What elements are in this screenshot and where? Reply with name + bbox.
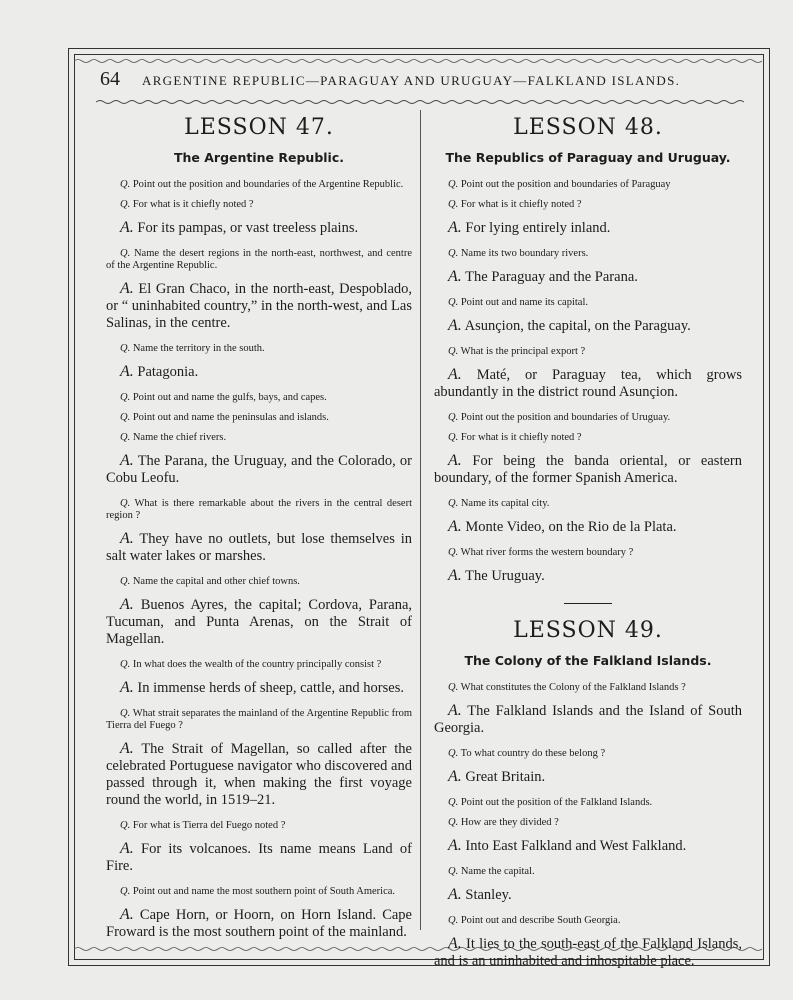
answer <box>434 935 742 970</box>
answer <box>434 768 742 786</box>
question <box>106 392 412 404</box>
question <box>434 199 742 211</box>
lesson-subtitle: The Republics of Paraguay and Uruguay. <box>445 150 731 165</box>
question-text: What constitutes the Colony of the Falkland Islands ? <box>460 682 686 693</box>
question-text: For what is it chiefly noted ? <box>460 432 582 443</box>
qa-list <box>434 682 742 970</box>
answer <box>106 740 412 809</box>
question <box>434 915 742 927</box>
question-text: What is the principal export ? <box>460 346 586 357</box>
question-text: Point out and name the peninsulas and islands. <box>132 412 329 423</box>
question-text: For what is it chiefly noted ? <box>460 199 582 210</box>
answer-marker: A. <box>120 280 134 297</box>
answer-text: For its pampas, or vast treeless plains. <box>137 220 359 236</box>
section-rule <box>564 603 612 604</box>
question-marker: Q. <box>120 248 131 259</box>
question <box>434 547 742 559</box>
question-marker: Q. <box>120 199 131 210</box>
lesson-title: LESSON 47. <box>184 115 334 140</box>
question-text: Point out and name its capital. <box>460 297 588 308</box>
answer-text: Maté, or Paraguay tea, which grows abundantly in the district round Asunçion. <box>434 367 743 400</box>
answer-marker: A. <box>120 906 134 923</box>
lesson-48 <box>434 115 742 585</box>
answer-marker: A. <box>448 837 462 854</box>
question-marker: Q. <box>448 297 459 308</box>
answer-text: The Parana, the Uruguay, and the Colorado, or Cobu Leofu. <box>106 453 412 486</box>
question-text: What is there remarkable about the rivers in the central desert region ? <box>106 498 412 521</box>
question <box>106 248 412 272</box>
question-marker: Q. <box>448 797 459 808</box>
answer-text: Stanley. <box>465 887 512 903</box>
question-marker: Q. <box>448 346 459 357</box>
answer <box>434 317 742 335</box>
answer-text: For lying entirely inland. <box>465 220 611 236</box>
question-text: Name the chief rivers. <box>132 432 227 443</box>
answer-marker: A. <box>448 317 462 334</box>
answer-text: They have no outlets, but lose themselves in salt water lakes or marshes. <box>106 531 412 564</box>
answer-text: In immense herds of sheep, cattle, and horses. <box>137 680 404 696</box>
answer-text: El Gran Chaco, in the north-east, Despoblado, or “ uninhabited country,” in the north-west, and Las Salinas, in the centre. <box>106 281 413 331</box>
answer <box>434 886 742 904</box>
answer-marker: A. <box>120 840 134 857</box>
header-ornament <box>96 97 744 107</box>
answer-marker: A. <box>448 366 462 383</box>
question-marker: Q. <box>120 820 131 831</box>
lesson-subtitle: The Colony of the Falkland Islands. <box>464 653 712 668</box>
top-ornament <box>74 56 762 66</box>
question-marker: Q. <box>448 498 459 509</box>
answer <box>434 837 742 855</box>
question-text: Name its two boundary rivers. <box>460 248 589 259</box>
question <box>106 432 412 444</box>
answer-text: Patagonia. <box>137 364 199 380</box>
answer-marker: A. <box>120 530 134 547</box>
answer-marker: A. <box>120 679 134 696</box>
question <box>434 797 742 809</box>
question-text: What river forms the western boundary ? <box>460 547 634 558</box>
question <box>106 498 412 522</box>
answer <box>434 518 742 536</box>
answer-text: The Paraguay and the Parana. <box>465 269 638 285</box>
answer <box>434 702 742 737</box>
question <box>106 179 412 191</box>
question-marker: Q. <box>120 432 131 443</box>
question <box>106 576 412 588</box>
question <box>434 817 742 829</box>
question <box>106 412 412 424</box>
question-marker: Q. <box>120 179 131 190</box>
question <box>434 498 742 510</box>
answer <box>434 268 742 286</box>
question-marker: Q. <box>448 199 459 210</box>
question-text: To what country do these belong ? <box>460 748 606 759</box>
answer-text: The Strait of Magellan, so called after the celebrated Portuguese navigator who discovered and passed through it, when making the first voyage round the world, in 1519–21. <box>106 741 412 808</box>
question-marker: Q. <box>448 248 459 259</box>
answer-text: Buenos Ayres, the capital; Cordova, Parana, Tucuman, and Punta Arenas, on the Strait of Magellan. <box>106 597 412 647</box>
question-text: For what is it chiefly noted ? <box>132 199 254 210</box>
page-header <box>74 68 762 98</box>
question <box>434 682 742 694</box>
question-text: Point out and name the most southern point of South America. <box>132 886 396 897</box>
question <box>106 886 412 898</box>
question-text: In what does the wealth of the country principally consist ? <box>132 659 382 670</box>
lesson-49 <box>434 618 742 970</box>
question-text: Point out the position and boundaries of Paraguay <box>460 179 671 190</box>
question-marker: Q. <box>120 343 131 354</box>
question-text: Point out the position and boundaries of the Argentine Republic. <box>132 179 404 190</box>
answer <box>106 219 412 237</box>
column-divider <box>420 110 421 930</box>
answer-text: Asunçion, the capital, on the Paraguay. <box>464 318 691 334</box>
question <box>434 346 742 358</box>
question <box>106 199 412 211</box>
right-column <box>434 115 742 981</box>
answer <box>434 452 742 487</box>
answer-text: Great Britain. <box>465 769 546 785</box>
answer-marker: A. <box>448 886 462 903</box>
answer <box>106 363 412 381</box>
question <box>106 708 412 732</box>
answer-text: For being the banda oriental, or eastern boundary, of the former Spanish America. <box>434 453 742 486</box>
answer-text: The Uruguay. <box>465 568 545 584</box>
answer-text: It lies to the south-east of the Falkland Islands, and is an uninhabited and inhospitable place. <box>434 936 742 969</box>
running-title: ARGENTINE REPUBLIC—PARAGUAY AND URUGUAY—FALKLAND ISLANDS. <box>142 73 681 88</box>
answer <box>106 530 412 565</box>
question-text: Point out the position and boundaries of Uruguay. <box>460 412 671 423</box>
lesson-subtitle: The Argentine Republic. <box>173 150 345 165</box>
question-text: Name the desert regions in the north-east, northwest, and centre of the Argentine Republic. <box>106 248 413 271</box>
question <box>434 432 742 444</box>
question-marker: Q. <box>120 659 131 670</box>
question-marker: Q. <box>120 576 131 587</box>
lesson-47 <box>106 115 412 941</box>
answer-marker: A. <box>448 768 462 785</box>
answer-marker: A. <box>120 596 134 613</box>
answer-text: Monte Video, on the Rio de la Plata. <box>465 519 677 535</box>
answer <box>434 366 742 401</box>
question-text: Point out the position of the Falkland Islands. <box>460 797 653 808</box>
answer-marker: A. <box>120 452 134 469</box>
question-marker: Q. <box>448 682 459 693</box>
question-marker: Q. <box>448 748 459 759</box>
question-text: For what is Tierra del Fuego noted ? <box>132 820 286 831</box>
answer <box>106 679 412 697</box>
header-ornament-line <box>96 101 744 104</box>
qa-list <box>106 179 412 941</box>
question <box>434 412 742 424</box>
question-text: Name the territory in the south. <box>132 343 265 354</box>
answer-marker: A. <box>448 219 462 236</box>
question-marker: Q. <box>448 432 459 443</box>
page-number: 64 <box>100 68 120 90</box>
answer <box>434 219 742 237</box>
answer-marker: A. <box>448 567 462 584</box>
question-text: Point out and describe South Georgia. <box>460 915 621 926</box>
answer <box>106 452 412 487</box>
answer-text: The Falkland Islands and the Island of South Georgia. <box>434 703 742 736</box>
question-text: Name the capital. <box>460 866 535 877</box>
answer <box>106 906 412 941</box>
question <box>106 820 412 832</box>
answer-marker: A. <box>448 702 462 719</box>
answer <box>106 596 412 648</box>
answer-text: Cape Horn, or Hoorn, on Horn Island. Cape Froward is the most southern point of the mainland. <box>106 907 412 940</box>
question-marker: Q. <box>120 708 131 719</box>
question <box>434 748 742 760</box>
question <box>106 343 412 355</box>
answer <box>434 567 742 585</box>
question-marker: Q. <box>120 886 131 897</box>
question-marker: Q. <box>448 915 459 926</box>
qa-list <box>434 179 742 585</box>
question-marker: Q. <box>120 412 131 423</box>
left-column <box>106 115 412 952</box>
answer-marker: A. <box>448 518 462 535</box>
question <box>106 659 412 671</box>
answer-text: Into East Falkland and West Falkland. <box>465 838 687 854</box>
answer <box>106 280 412 332</box>
lesson-title: LESSON 48. <box>513 115 663 140</box>
question-marker: Q. <box>448 817 459 828</box>
question <box>434 297 742 309</box>
question-marker: Q. <box>448 412 459 423</box>
question <box>434 866 742 878</box>
answer-marker: A. <box>120 740 134 757</box>
question-text: Name the capital and other chief towns. <box>132 576 300 587</box>
answer-marker: A. <box>120 363 134 380</box>
question-marker: Q. <box>448 547 459 558</box>
answer-marker: A. <box>448 935 462 952</box>
question-marker: Q. <box>448 866 459 877</box>
question-marker: Q. <box>120 498 131 509</box>
question-text: How are they divided ? <box>460 817 559 828</box>
lesson-title: LESSON 49. <box>513 618 663 643</box>
answer <box>106 840 412 875</box>
answer-text: For its volcanoes. Its name means Land of Fire. <box>106 841 413 874</box>
question-text: Name its capital city. <box>460 498 550 509</box>
question <box>434 179 742 191</box>
answer-marker: A. <box>120 219 134 236</box>
answer-marker: A. <box>448 268 462 285</box>
answer-marker: A. <box>448 452 462 469</box>
top-ornament-line <box>74 60 762 63</box>
question <box>434 248 742 260</box>
question-marker: Q. <box>120 392 131 403</box>
question-marker: Q. <box>448 179 459 190</box>
question-text: What strait separates the mainland of the Argentine Republic from Tierra del Fuego ? <box>106 708 412 731</box>
question-text: Point out and name the gulfs, bays, and capes. <box>132 392 327 403</box>
